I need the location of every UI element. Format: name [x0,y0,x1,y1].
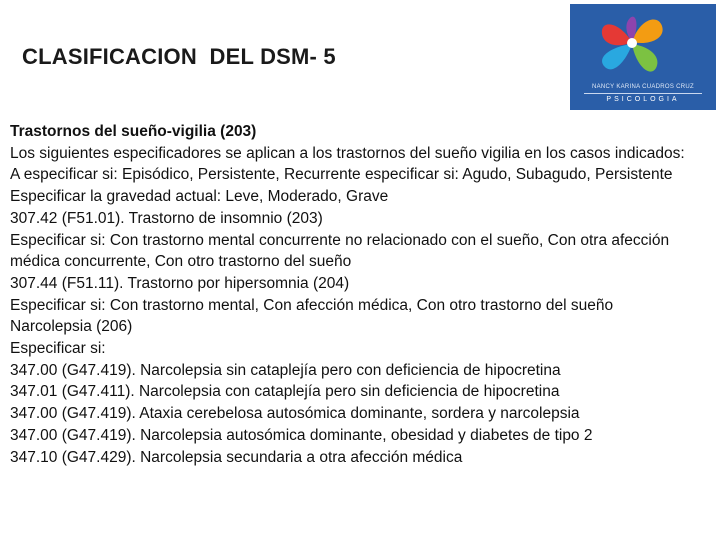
content-line: Especificar si: [10,340,106,358]
content-line: 347.00 (G47.419). Narcolepsia autosómica dominante, obesidad y diabetes de tipo 2 [10,426,593,444]
content-body [10,121,710,468]
logo-petal-blue [602,44,632,69]
logo-petal-green [632,44,657,72]
logo-name: NANCY KARINA CUADROS CRUZ [591,84,695,90]
content-line: 347.00 (G47.419). Ataxia cerebelosa autosómica dominante, sordera y narcolepsia [10,405,580,423]
psychology-butterfly-logo-icon [596,12,668,80]
logo-center [627,38,637,48]
content-line: 307.44 (F51.11). Trastorno por hipersomnia (204) [10,274,350,292]
content-line: Narcolepsia (206) [10,318,133,336]
slide-title: CLASIFICACION DEL DSM- 5 [22,44,336,69]
content-line: 347.00 (G47.419). Narcolepsia sin cataplejía pero con deficiencia de hipocretina [10,361,561,379]
content-line: A especificar si: Episódico, Persistente, Recurrente especificar si: Agudo, Subagudo, Persistente [10,166,673,184]
content-line: Especificar la gravedad actual: Leve, Moderado, Grave [10,188,389,206]
logo-divider [584,93,702,94]
content-heading: Trastornos del sueño-vigilia (203) [10,123,257,140]
content-line: 347.10 (G47.429). Narcolepsia secundaria a otra afección médica [10,448,463,466]
content-line: Los siguientes especificadores se aplican a los trastornos del sueño vigilia en los casos indicados: [10,144,685,162]
logo-subtitle: PSICOLOGIA [606,96,680,103]
content-line: 347.01 (G47.411). Narcolepsia con cataplejía pero sin deficiencia de hipocretina [10,383,560,401]
content-line: Especificar si: Con trastorno mental concurrente no relacionado con el sueño, Con otra afección médica concurrente, Con otro trastorno del sueño [10,231,670,271]
content-line: 307.42 (F51.01). Trastorno de insomnio (203) [10,209,323,227]
logo-petal-orange [632,19,663,43]
content-line: Especificar si: Con trastorno mental, Con afección médica, Con otro trastorno del sueño [10,296,614,314]
